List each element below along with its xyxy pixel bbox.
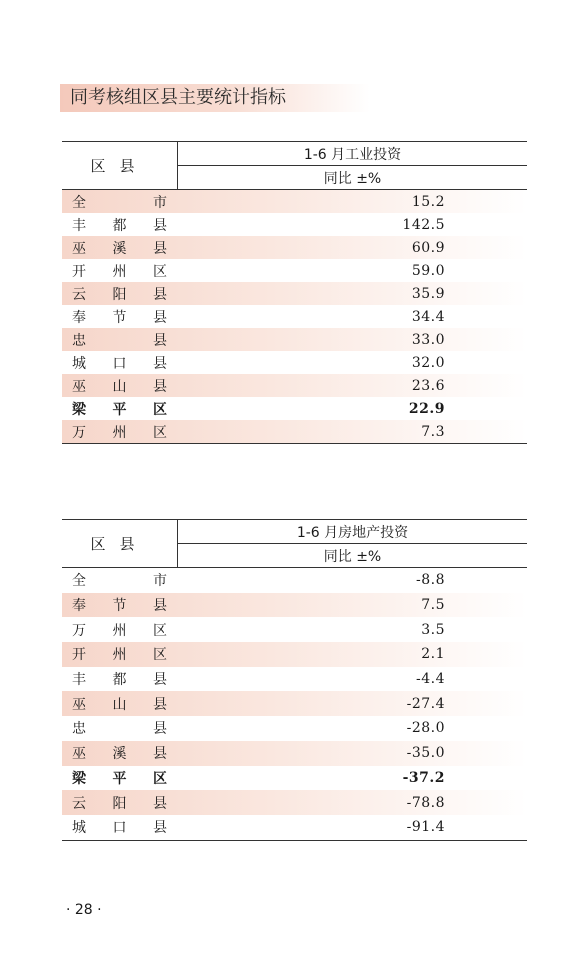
district-name [72,305,167,328]
district-name-char: 市 [153,573,167,590]
yoy-value: 59.0 [411,262,445,279]
district-name-char: 平 [112,401,127,418]
district-name-char: 奉 [72,309,86,326]
table-row [62,190,527,213]
district-name-char: 梁 [72,401,86,418]
district-column-header: 区县 [62,520,178,567]
district-name-char: 万 [72,424,86,441]
table-row [62,259,527,282]
table-row [62,766,527,791]
district-name-char: 开 [72,263,86,280]
table-row [62,617,527,642]
yoy-value: 7.5 [421,597,445,614]
district-name [72,397,167,420]
table-row [62,815,527,840]
district-name [72,766,167,791]
yoy-value: 15.2 [411,193,445,210]
district-name-char: 云 [72,286,86,303]
table-row [62,282,527,305]
table-row [62,351,527,374]
yoy-value: 60.9 [411,239,445,256]
district-name-char: 市 [153,194,167,211]
yoy-value: -28.0 [406,720,445,737]
district-name-char: 山 [112,378,127,395]
district-name-char: 县 [153,332,167,349]
district-name [72,282,167,305]
district-name-char: 忠 [72,332,86,349]
table-header [62,519,527,568]
district-name [72,815,167,840]
district-name-char: 县 [153,746,167,763]
district-name [72,328,167,351]
district-name-char: 巫 [72,696,86,713]
district-name-char: 奉 [72,598,86,615]
district-name-char: 县 [153,598,167,615]
district-name-char: 全 [72,573,86,590]
district-name-char: 忠 [72,721,86,738]
district-name-char: 州 [112,622,127,639]
district-name-char: 阳 [112,795,127,812]
district-name-char: 节 [112,309,127,326]
district-name-char: 丰 [72,672,86,689]
yoy-subheader: 同比 ±% [323,548,382,565]
district-name-char: 开 [72,647,86,664]
table-row [62,593,527,618]
yoy-value: 34.4 [411,308,445,325]
table-row [62,420,527,443]
table-header [62,141,527,190]
district-name-char: 州 [112,263,127,280]
district-name-char: 区 [153,647,167,664]
table-row [62,790,527,815]
table-row [62,213,527,236]
industrial-investment-table [62,141,527,444]
district-name-char: 县 [153,217,167,234]
district-name-char: 全 [72,194,86,211]
district-name-char: 节 [112,598,127,615]
district-name-char: 州 [112,647,127,664]
district-name [72,593,167,618]
district-name [72,716,167,741]
yoy-value: 7.3 [421,423,445,440]
district-name-char: 巫 [72,378,86,395]
yoy-value: -91.4 [406,819,445,836]
district-name-char: 口 [112,355,127,372]
district-name-char: 区 [153,263,167,280]
yoy-value: -27.4 [406,695,445,712]
yoy-value: 3.5 [421,621,445,638]
district-name-char: 都 [112,672,127,689]
yoy-subheader: 同比 ±% [323,170,382,187]
district-column-header: 区县 [62,142,178,189]
table-body [62,190,527,444]
district-name-char: 县 [153,286,167,303]
district-name-char: 县 [153,240,167,257]
district-name-char: 巫 [72,746,86,763]
table-row [62,691,527,716]
table-row [62,397,527,420]
yoy-value: -35.0 [406,745,445,762]
real-estate-investment-table [62,519,527,841]
yoy-value: 2.1 [421,646,445,663]
indicator-header: 1-6 月工业投资 [178,142,527,166]
district-name [72,374,167,397]
district-name-char: 县 [153,820,167,837]
yoy-value: -8.8 [416,572,445,589]
yoy-value: 35.9 [411,285,445,302]
table-row [62,741,527,766]
section-title: 同考核组区县主要统计指标 [60,84,370,112]
district-name-char: 县 [153,696,167,713]
district-name-char: 山 [112,696,127,713]
table-row [62,716,527,741]
table-row [62,642,527,667]
district-name [72,790,167,815]
district-name [72,259,167,282]
district-name-char: 都 [112,217,127,234]
district-name-char: 梁 [72,770,86,787]
district-name-char: 县 [153,795,167,812]
yoy-value: 33.0 [411,331,445,348]
district-name-char: 县 [153,309,167,326]
district-name-char: 区 [153,424,167,441]
district-name-char: 县 [153,378,167,395]
district-name [72,741,167,766]
district-name-char: 云 [72,795,86,812]
district-name [72,213,167,236]
yoy-value: -37.2 [402,769,445,786]
district-name-char: 平 [112,770,127,787]
district-name [72,642,167,667]
district-name-char: 巫 [72,240,86,257]
district-name [72,420,167,443]
district-name-char: 阳 [112,286,127,303]
table-row [62,236,527,259]
table-row [62,667,527,692]
table-row [62,305,527,328]
district-name-char: 区 [153,770,167,787]
yoy-value: 23.6 [411,377,445,394]
district-name-char: 城 [72,355,86,372]
district-name-char: 县 [153,672,167,689]
indicator-header: 1-6 月房地产投资 [178,520,527,544]
district-name-char: 区 [153,401,167,418]
yoy-value: -4.4 [416,671,445,688]
district-name [72,691,167,716]
district-name-char: 县 [153,721,167,738]
yoy-value: 142.5 [402,216,445,233]
table-row [62,568,527,593]
district-name-char: 县 [153,355,167,372]
district-name-char: 城 [72,820,86,837]
district-name-char: 万 [72,622,86,639]
table-body [62,568,527,841]
yoy-value: 32.0 [411,354,445,371]
district-name-char: 溪 [112,746,127,763]
district-name [72,351,167,374]
district-name [72,568,167,593]
district-name-char: 丰 [72,217,86,234]
yoy-value: -78.8 [406,794,445,811]
district-name-char: 溪 [112,240,127,257]
district-name-char: 区 [153,622,167,639]
table-row [62,374,527,397]
yoy-value: 22.9 [408,400,445,417]
district-name [72,617,167,642]
district-name-char: 口 [112,820,127,837]
district-name [72,236,167,259]
district-name [72,190,167,213]
page-number: · 28 · [66,902,102,918]
district-name-char: 州 [112,424,127,441]
table-row [62,328,527,351]
district-name [72,667,167,692]
